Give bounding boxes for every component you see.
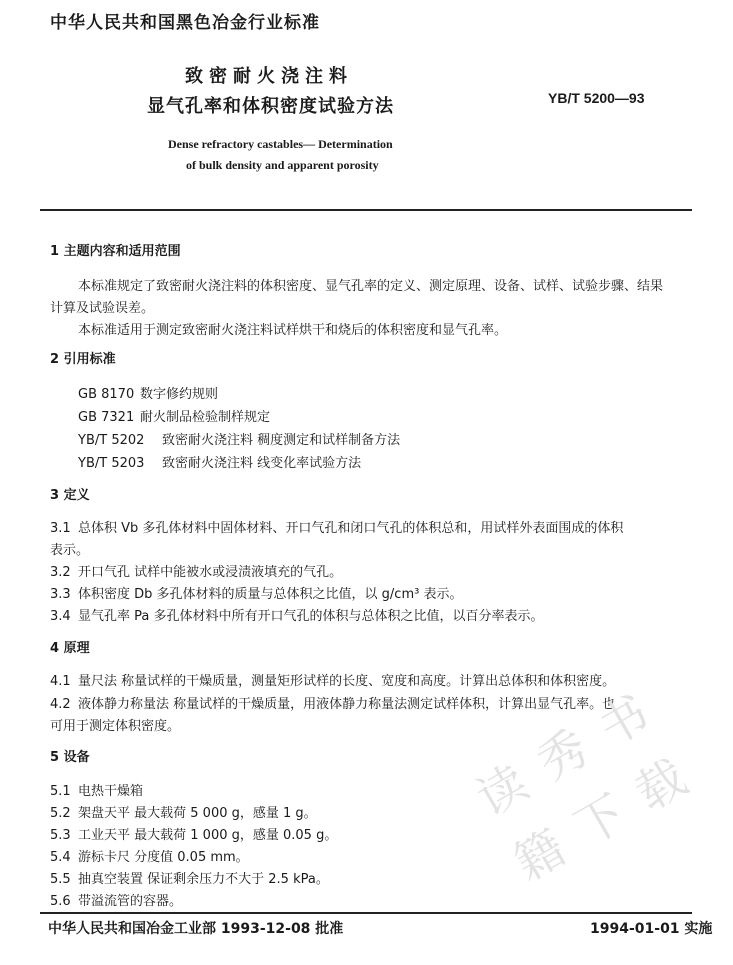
clause-number: 4.1 [50, 674, 71, 689]
equipment-text: 带溢流管的容器。 [78, 894, 183, 909]
equipment-item [50, 868, 329, 887]
definition-text: 体积密度 Db 多孔体材料的质量与总体积之比值，以 g/cm³ 表示。 [78, 587, 463, 602]
english-title-line1: Dense refractory castables— Determination [168, 137, 393, 151]
section-4-heading: 4 原理 [50, 641, 90, 656]
clause-number: 3.2 [50, 565, 71, 580]
section-1-paragraph-2: 本标准适用于测定致密耐火浇注料试样烘干和烧后的体积密度和显气孔率。 [78, 323, 508, 338]
issuing-body-header: 中华人民共和国黑色冶金行业标准 [50, 13, 320, 33]
definition-3-1 [50, 517, 623, 536]
principle-4-2 [50, 693, 615, 712]
principle-4-1 [50, 670, 615, 689]
section-2-heading: 2 引用标准 [50, 352, 116, 367]
clause-number: 3.4 [50, 609, 71, 624]
clause-number: 5.1 [50, 784, 71, 799]
reference-code: YB/T 5203 [78, 456, 145, 471]
footer-divider [40, 912, 692, 914]
section-1-paragraph-1-cont: 计算及试验误差。 [50, 301, 155, 316]
equipment-item [50, 824, 337, 843]
reference-title: 致密耐火浇注料 稠度测定和试样制备方法 [162, 433, 401, 448]
clause-number: 3.1 [50, 521, 71, 536]
section-1-heading: 1 主题内容和适用范围 [50, 244, 181, 259]
standard-code: YB/T 5200—93 [548, 90, 645, 106]
equipment-text: 架盘天平 最大载荷 5 000 g，感量 1 g。 [78, 806, 317, 821]
equipment-item [50, 890, 182, 909]
reference-code: GB 8170 [78, 387, 135, 402]
section-3-heading: 3 定义 [50, 488, 90, 503]
definition-3-4 [50, 605, 544, 624]
clause-number: 5.3 [50, 828, 71, 843]
reference-item [78, 452, 361, 471]
reference-item [78, 383, 218, 402]
principle-text: 液体静力称量法 称量试样的干燥质量，用液体静力称量法测定试样体积，计算出显气孔率。也 [78, 697, 616, 712]
english-title-line2: of bulk density and apparent porosity [186, 158, 379, 172]
equipment-item [50, 802, 317, 821]
effective-date: 1994-01-01 实施 [590, 921, 713, 937]
watermark-char: 下 [565, 784, 636, 858]
reference-item [78, 429, 400, 448]
clause-number: 3.3 [50, 587, 71, 602]
document-title-line2: 显气孔率和体积密度试验方法 [147, 96, 394, 117]
section-1-paragraph-1: 本标准规定了致密耐火浇注料的体积密度、显气孔率的定义、测定原理、设备、试样、试验步骤、结果 [78, 279, 664, 294]
reference-item [78, 406, 270, 425]
principle-text: 量尺法 称量试样的干燥质量，测量矩形试样的长度、宽度和高度。计算出总体积和体积密度。 [78, 674, 616, 689]
equipment-text: 抽真空装置 保证剩余压力不大于 2.5 kPa。 [78, 872, 329, 887]
watermark-char: 秀 [528, 719, 598, 793]
equipment-text: 电热干燥箱 [78, 784, 144, 799]
clause-number: 5.2 [50, 806, 71, 821]
definition-3-2 [50, 561, 342, 580]
reference-code: YB/T 5202 [78, 433, 145, 448]
definition-text: 开口气孔 试样中能被水或浸渍液填充的气孔。 [78, 565, 343, 580]
reference-title: 数字修约规则 [140, 387, 219, 402]
definition-3-3 [50, 583, 462, 602]
equipment-item [50, 846, 249, 865]
watermark-char: 载 [626, 749, 697, 823]
section-5-heading: 5 设备 [50, 750, 90, 765]
principle-4-2-cont: 可用于测定体积密度。 [50, 719, 181, 734]
watermark-char: 书 [588, 684, 659, 758]
document-title-line1: 致密耐火浇注料 [185, 66, 353, 87]
reference-title: 致密耐火浇注料 线变化率试验方法 [162, 456, 362, 471]
equipment-text: 游标卡尺 分度值 0.05 mm。 [78, 850, 249, 865]
definition-3-1-cont: 表示。 [50, 543, 90, 558]
clause-number: 5.5 [50, 872, 71, 887]
definition-text: 显气孔率 Pa 多孔体材料中所有开口气孔的体积与总体积之比值，以百分率表示。 [78, 609, 544, 624]
clause-number: 5.6 [50, 894, 71, 909]
equipment-item [50, 780, 143, 799]
reference-title: 耐火制品检验制样规定 [140, 410, 271, 425]
watermark-char: 籍 [505, 819, 575, 893]
equipment-text: 工业天平 最大载荷 1 000 g，感量 0.05 g。 [78, 828, 338, 843]
reference-code: GB 7321 [78, 410, 135, 425]
definition-text: 总体积 Vb 多孔体材料中固体材料、开口气孔和闭口气孔的体积总和，用试样外表面围成的体积 [78, 521, 624, 536]
clause-number: 4.2 [50, 697, 71, 712]
watermark-char: 读 [467, 754, 538, 828]
approval-line: 中华人民共和国冶金工业部 1993-12-08 批准 [48, 921, 344, 937]
header-divider [40, 209, 692, 211]
clause-number: 5.4 [50, 850, 71, 865]
